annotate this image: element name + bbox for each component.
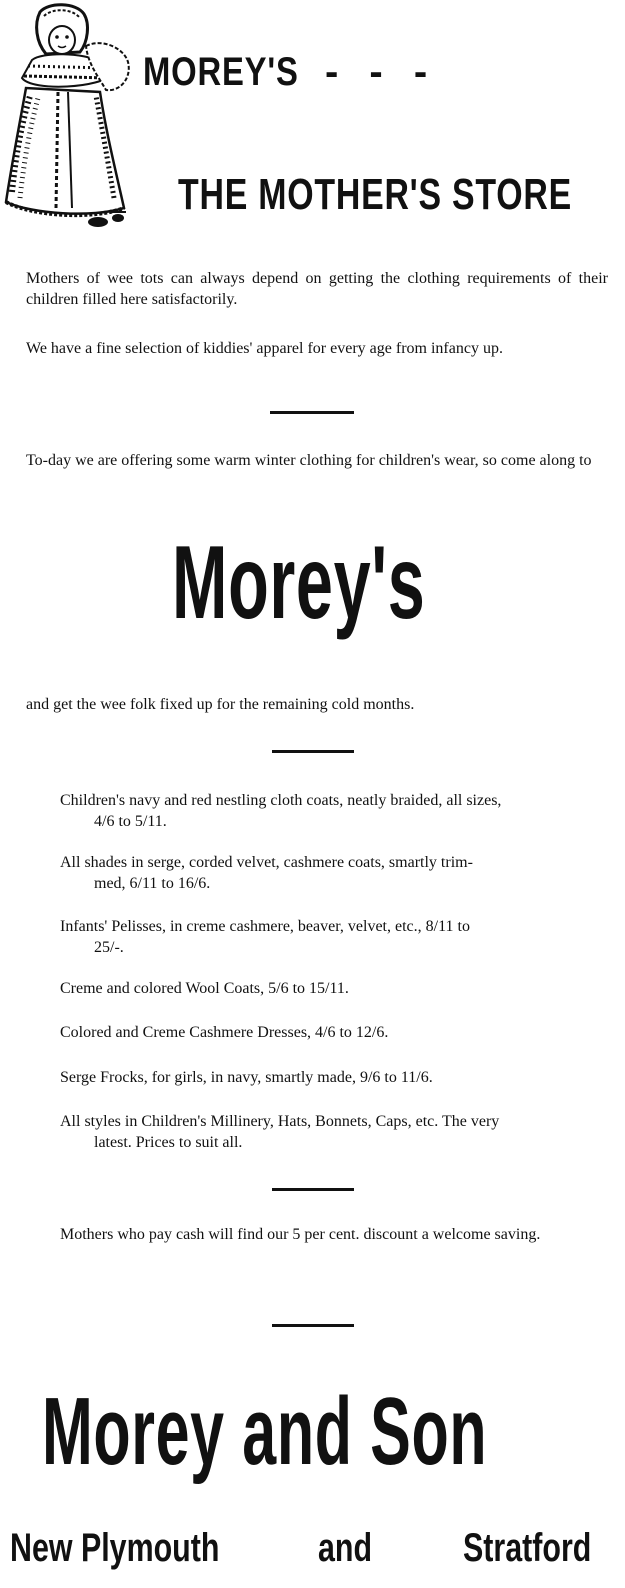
list-item [60,1022,608,1043]
list-item-line-2: latest. Prices to suit all. [94,1134,243,1151]
location-connector: and [318,1526,373,1570]
list-item-line-1: Serge Frocks, for girls, in navy, smartly made, 9/6 to 11/6. [60,1069,433,1086]
list-item-line-1: Children's navy and red nestling cloth coats, neatly braided, all sizes, [60,792,502,809]
intro-paragraph-1: Mothers of wee tots can always depend on getting the clothing requirements of their children filled here satisfactorily. [26,270,608,308]
intro-paragraph-2: We have a fine selection of kiddies' apparel for every age from infancy up. [26,340,503,357]
child-illustration [2,2,132,234]
divider-rule [270,411,354,414]
list-item-line-1: All styles in Children's Millinery, Hats, Bonnets, Caps, etc. The very [60,1113,500,1130]
store-subtitle: THE MOTHER'S STORE [178,170,573,219]
location-stratford: Stratford [463,1526,592,1570]
list-item-line-1: Colored and Creme Cashmere Dresses, 4/6 to 12/6. [60,1024,389,1041]
divider-rule [272,750,354,753]
location-new-plymouth: New Plymouth [10,1526,220,1570]
list-item [60,1111,608,1153]
tagline: and get the wee folk fixed up for the remaining cold months. [26,696,415,713]
list-item [60,852,608,894]
list-item [60,790,608,832]
list-item-line-1: Infants' Pelisses, in creme cashmere, beaver, velvet, etc., 8/11 to [60,918,470,935]
brand-name-large: Morey's [172,525,426,641]
list-item-line-1: All shades in serge, corded velvet, cashmere coats, smartly trim- [60,854,473,871]
intro-paragraph-3: To-day we are offering some warm winter clothing for children's wear, so come along to [26,452,592,469]
divider-rule [272,1188,354,1191]
divider-rule [272,1324,354,1327]
list-item-line-2: 25/-. [94,939,124,956]
list-item-line-1: Creme and colored Wool Coats, 5/6 to 15/11. [60,980,349,997]
list-item [60,916,608,958]
list-item [60,1067,608,1088]
list-item-line-2: 4/6 to 5/11. [94,813,167,830]
title-dashes: - - - [325,50,438,94]
list-item [60,978,608,999]
discount-paragraph: Mothers who pay cash will find our 5 per cent. discount a welcome saving. [60,1226,541,1243]
list-item-line-2: med, 6/11 to 16/6. [94,875,211,892]
firm-name: Morey and Son [42,1378,488,1485]
store-title: MOREY'S [143,50,299,94]
